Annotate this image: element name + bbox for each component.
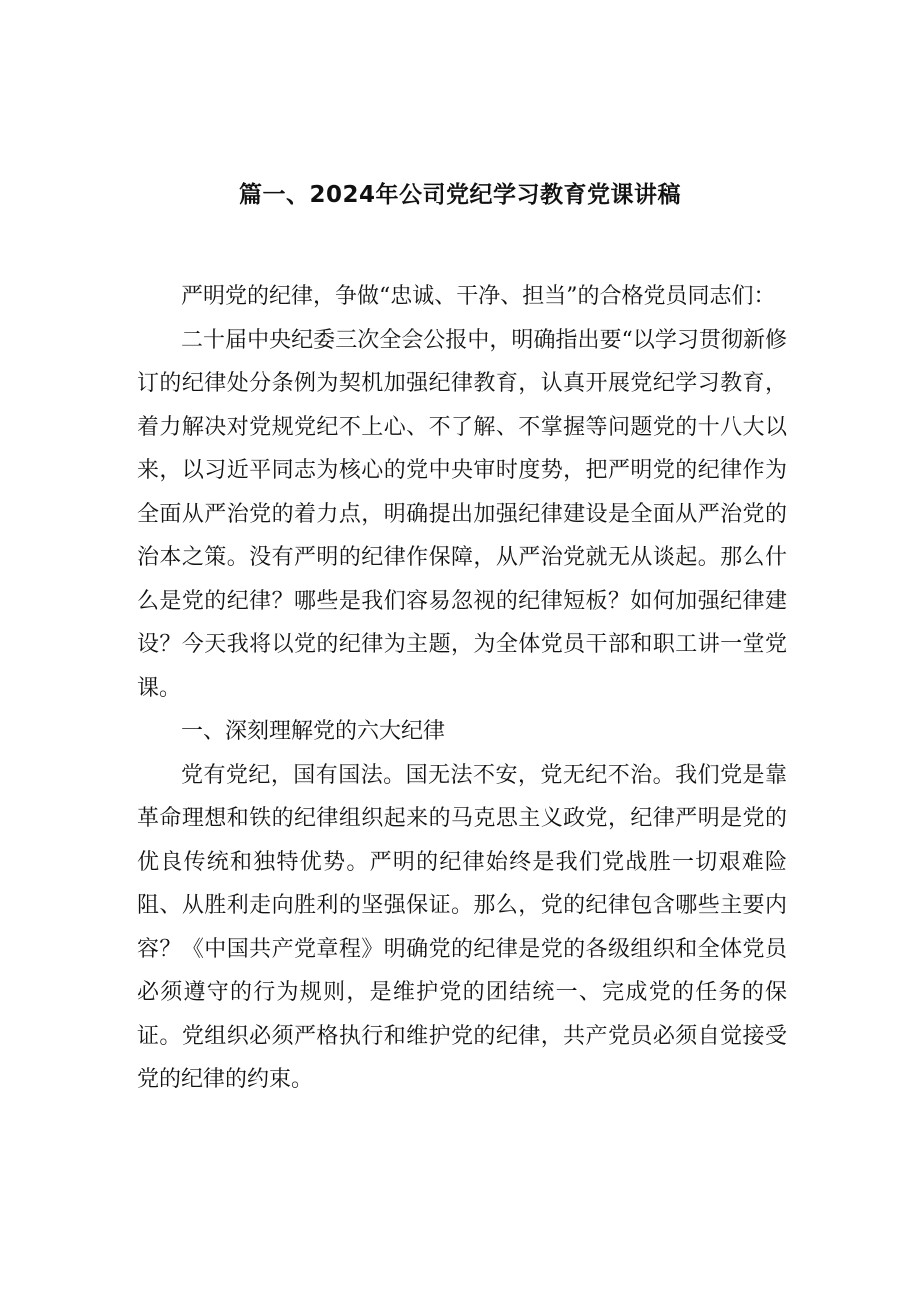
document-title: 篇一、2024年公司党纪学习教育党课讲稿 [238,182,681,208]
subject-line: 严明党的纪律，争做“忠诚、干净、担当”的合格党员同志们： [181,284,776,309]
paragraph-intro: 二十届中央纪委三次全会公报中，明确指出要“以学习贯彻新修订的纪律处分条例为契机加强纪律教育，认真开展党纪学习教育，着力解决对党规党纪不上心、不了解、不掌握等问题党的十八大以来，以习近平同志为核心的党中央审时度势，把严明党的纪律作为全面从严治党的着力点，明确提出加强纪律建设是全面从严治党的治本之策。没有严明的纪律作保障，从严治党就无从谈起。那么什么是党的纪律？哪些是我们容易忽视的纪律短板？如何加强纪律建设？今天我将以党的纪律为主题，为全体党员干部和职工讲一堂党课。 [137,327,787,701]
document-body [137,275,787,1102]
section-heading: 一、深刻理解党的六大纪律 [181,719,446,744]
paragraph-section-1: 党有党纪，国有国法。国无法不安，党无纪不治。我们党是靠革命理想和铁的纪律组织起来的马克思主义政党，纪律严明是党的优良传统和独特优势。严明的纪律始终是我们党战胜一切艰难险阻、从胜利走向胜利的坚强保证。那么，党的纪律包含哪些主要内容？《中国共产党章程》明确党的纪律是党的各级组织和全体党员必须遵守的行为规则，是维护党的团结统一、完成党的任务的保证。党组织必须严格执行和维护党的纪律，共产党员必须自觉接受党的纪律的约束。 [137,762,787,1092]
